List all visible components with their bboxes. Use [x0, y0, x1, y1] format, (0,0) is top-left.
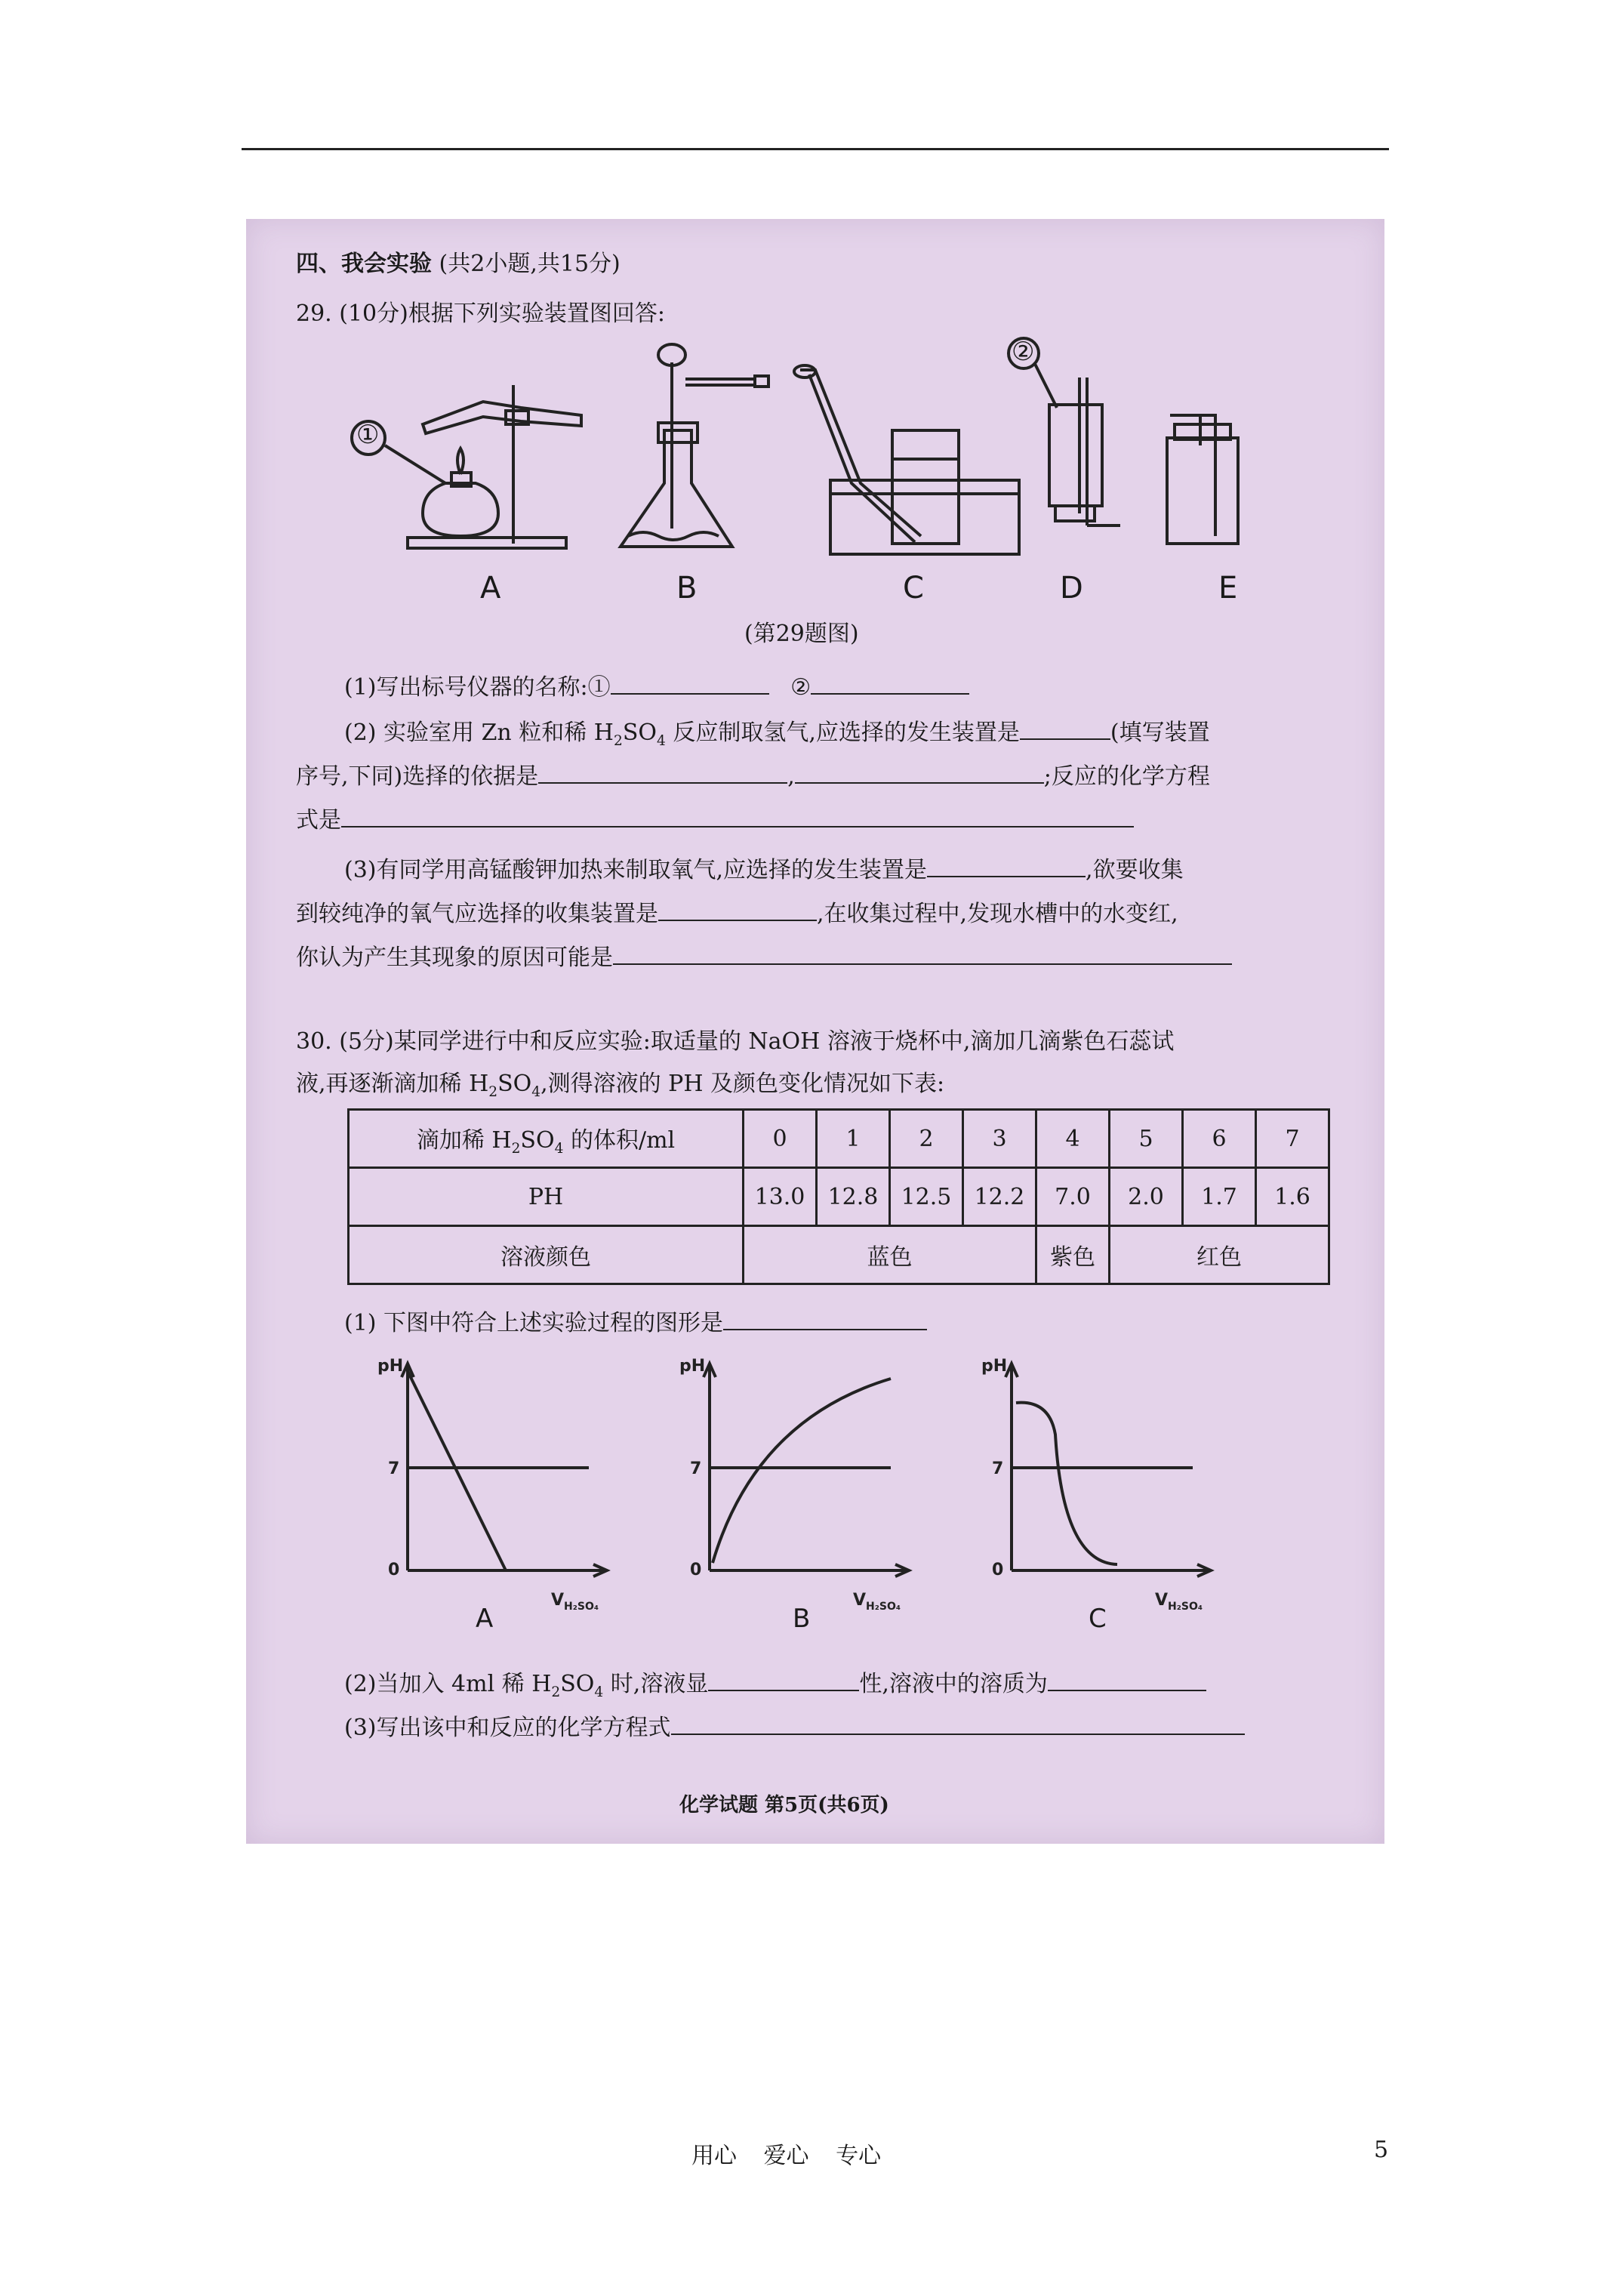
table-cell: 3 [963, 1110, 1036, 1168]
q30-part3: (3)写出该中和反应的化学方程式 [344, 1711, 1245, 1743]
answer-blank[interactable] [538, 760, 787, 784]
graph-c-xlabel: $V_{H_2SO_4}$ [1155, 1591, 1203, 1613]
table-row [349, 1168, 1329, 1226]
answer-blank[interactable] [795, 760, 1044, 784]
section-score-note: (共2小题,共15分) [439, 251, 621, 277]
table-cell: 5 [1110, 1110, 1183, 1168]
label-a: A [480, 571, 501, 606]
marker-2: ② [1012, 337, 1035, 367]
table-cell: 紫色 [1036, 1226, 1110, 1284]
q30-part2: (2)当加入 4ml 稀 $H_2SO_4$ 时,溶液显 性,溶液中的溶质为 [344, 1667, 1206, 1708]
apparatus-c [794, 365, 1019, 554]
table-cell: 13.0 [744, 1168, 817, 1226]
marker-1: ① [356, 420, 380, 450]
answer-blank[interactable] [613, 941, 1232, 965]
header-rule [242, 148, 1389, 150]
apparatus-e [1167, 415, 1238, 544]
table-cell: 12.2 [963, 1168, 1036, 1226]
q29-stem: 29. (10分)根据下列实验装置图回答: [296, 300, 665, 327]
graph-c-tick7: 7 [992, 1459, 1004, 1478]
table-cell: 12.8 [817, 1168, 890, 1226]
q29-part3-line2: 到较纯净的氧气应选择的收集装置是 ,在收集过程中,发现水槽中的水变红, [296, 897, 1178, 929]
apparatus-figure [332, 332, 1283, 634]
graph-a-curve [408, 1371, 506, 1570]
graph-a-ylabel: pH [377, 1357, 404, 1376]
q29-part1: (1)写出标号仪器的名称:① ② [344, 670, 969, 703]
answer-blank[interactable] [927, 853, 1086, 877]
q30-stem-line2: 液,再逐渐滴加稀 $H_2SO_4$,测得溶液的 PH 及颜色变化情况如下表: [296, 1071, 945, 1100]
answer-blank[interactable] [1048, 1667, 1206, 1691]
label-e: E [1218, 571, 1238, 606]
section-heading: 四、我会实验 (共2小题,共15分) [296, 251, 621, 277]
graph-label-a: A [476, 1604, 494, 1634]
graph-c [1006, 1364, 1211, 1576]
figure-caption: (第29题图) [744, 621, 859, 647]
table-cell: 0 [744, 1110, 817, 1168]
graph-b-ylabel: pH [679, 1357, 706, 1376]
table-cell: 4 [1036, 1110, 1110, 1168]
q29-part3-line3: 你认为产生其现象的原因可能是 [296, 941, 1232, 973]
graph-b-tick0: 0 [690, 1561, 702, 1579]
q29-part3-line1: (3)有同学用高锰酸钾加热来制取氧气,应选择的发生装置是 ,欲要收集 [344, 853, 1184, 886]
table-header-volume: 滴加稀 $H_2SO_4$ 的体积/ml [349, 1110, 744, 1168]
graph-c-curve [1016, 1403, 1117, 1564]
table-cell: 2 [890, 1110, 963, 1168]
graph-a-tick0: 0 [388, 1561, 400, 1579]
label-d: D [1060, 571, 1083, 606]
answer-blank[interactable] [341, 803, 1134, 827]
answer-blank[interactable] [1020, 716, 1110, 740]
ph-graphs [362, 1344, 1298, 1631]
graph-a [402, 1364, 607, 1576]
graph-a-tick7: 7 [388, 1459, 400, 1478]
answer-blank[interactable] [811, 670, 969, 695]
scan-footer: 化学试题 第5页(共6页) [679, 1794, 889, 1817]
table-cell: 7 [1256, 1110, 1329, 1168]
q29-part2-line3: 式是 [296, 803, 1134, 836]
table-header-color: 溶液颜色 [349, 1226, 744, 1284]
answer-blank[interactable] [723, 1306, 927, 1330]
table-cell: 1.7 [1183, 1168, 1256, 1226]
answer-blank[interactable] [611, 670, 769, 695]
graph-c-ylabel: pH [981, 1357, 1008, 1376]
ph-table [347, 1108, 1330, 1285]
graph-c-tick0: 0 [992, 1561, 1004, 1579]
apparatus-b [621, 344, 768, 547]
graph-a-xlabel: $V_{H_2SO_4}$ [551, 1591, 599, 1613]
graph-b [704, 1364, 909, 1576]
label-b: B [676, 571, 698, 606]
page-number: 5 [1374, 2137, 1389, 2163]
q30-part1: (1) 下图中符合上述实验过程的图形是 [344, 1306, 927, 1339]
graph-b-curve [713, 1379, 891, 1563]
graph-b-xlabel: $V_{H_2SO_4}$ [853, 1591, 901, 1613]
table-cell: 6 [1183, 1110, 1256, 1168]
table-cell: 12.5 [890, 1168, 963, 1226]
table-cell: 红色 [1110, 1226, 1329, 1284]
graph-label-c: C [1089, 1604, 1107, 1634]
table-cell: 7.0 [1036, 1168, 1110, 1226]
table-cell: 1.6 [1256, 1168, 1329, 1226]
graph-label-b: B [793, 1604, 811, 1634]
q29-part2-line1: (2) 实验室用 Zn 粒和稀 $H_2SO_4$ 反应制取氢气,应选择的发生装置是 (填写装置 [344, 716, 1210, 757]
table-row [349, 1110, 1329, 1168]
label-c: C [903, 571, 924, 606]
answer-blank[interactable] [658, 897, 817, 921]
answer-blank[interactable] [708, 1667, 859, 1691]
graph-b-tick7: 7 [690, 1459, 702, 1478]
table-cell: 蓝色 [744, 1226, 1036, 1284]
table-header-ph: PH [349, 1168, 744, 1226]
q29-part2-line2: 序号,下同)选择的依据是 , ;反应的化学方程 [296, 760, 1210, 792]
q30-stem-line1: 30. (5分)某同学进行中和反应实验:取适量的 NaOH 溶液于烧杯中,滴加几滴紫色石蕊试 [296, 1028, 1175, 1055]
table-cell: 1 [817, 1110, 890, 1168]
answer-blank[interactable] [671, 1711, 1245, 1735]
table-row [349, 1226, 1329, 1284]
footer-motto: 用心 爱心 专心 [691, 2143, 882, 2169]
apparatus-a [408, 385, 581, 548]
table-cell: 2.0 [1110, 1168, 1183, 1226]
